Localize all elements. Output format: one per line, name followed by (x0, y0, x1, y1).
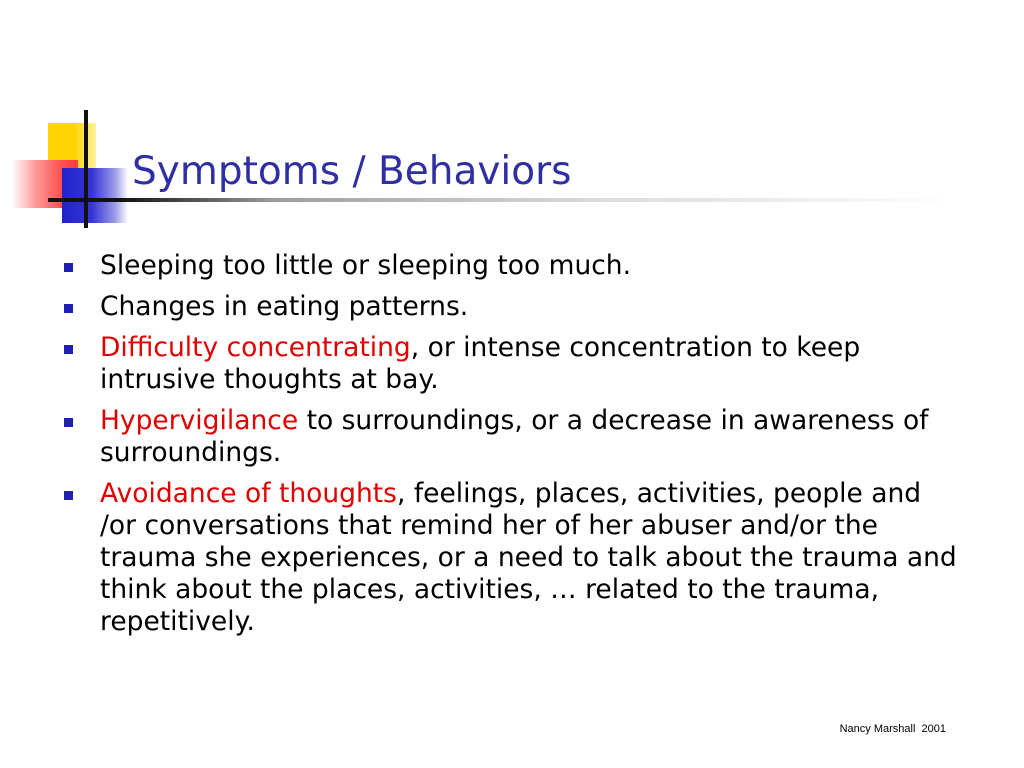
bullet-text: , feelings, places, activities, people and /or conversations that remind her of her abuser and/or the trauma she experiences, or a need to talk about the trauma and think about the places, activities, … related to the trauma, repetitively. (100, 478, 957, 637)
bullet-highlight: Avoidance of thoughts (100, 478, 397, 509)
title-underline (48, 198, 960, 202)
bullet-item-sleeping (64, 250, 964, 282)
bullet-highlight: Difficulty concentrating (100, 332, 411, 363)
bullet-text: Sleeping too little or sleeping too much. (100, 250, 632, 281)
square-bullet-icon (64, 304, 73, 313)
bullet-item-concentrating (64, 332, 964, 396)
bullet-text: to surroundings, or a decrease in awareness of surroundings. (100, 405, 929, 468)
square-bullet-icon (64, 263, 73, 272)
square-bullet-icon (64, 491, 73, 500)
footer-credit: Nancy Marshall 2001 (839, 723, 946, 735)
ornament-blue-square (62, 168, 128, 223)
slide-title: Symptoms / Behaviors (132, 149, 572, 194)
bullet-list (64, 250, 964, 647)
bullet-item-eating (64, 291, 964, 323)
bullet-item-avoidance (64, 478, 964, 638)
bullet-item-hypervigilance (64, 405, 964, 469)
ornament-vertical-line (84, 110, 88, 228)
square-bullet-icon (64, 345, 73, 354)
bullet-text: , or intense concentration to keep intrusive thoughts at bay. (100, 332, 861, 395)
bullet-highlight: Hypervigilance (100, 405, 299, 436)
square-bullet-icon (64, 418, 73, 427)
bullet-text: Changes in eating patterns. (100, 291, 469, 322)
